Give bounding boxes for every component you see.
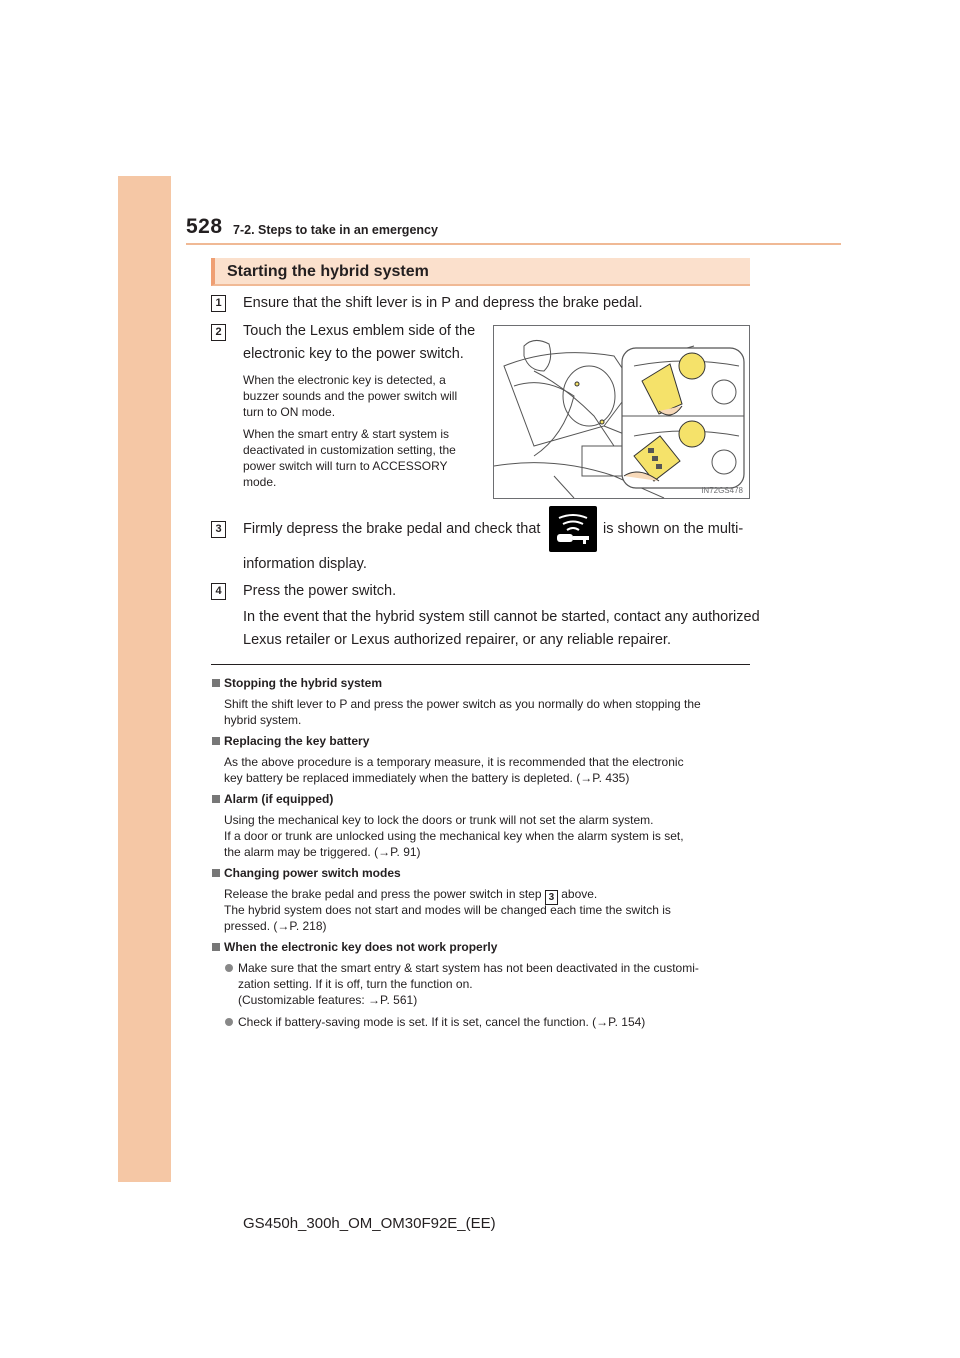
- note-key-title: When the electronic key does not work properly: [224, 940, 498, 954]
- note-alarm-line-1: Using the mechanical key to lock the doors or trunk will not set the alarm system.: [224, 813, 654, 827]
- step-2-note-1-line-1: When the electronic key is detected, a: [243, 373, 446, 387]
- note-battery-heading: [212, 733, 369, 749]
- contact-text-line-2: Lexus retailer or Lexus authorized repairer, or any reliable repairer.: [243, 632, 671, 648]
- step-2-note-2-line-3: power switch will turn to ACCESSORY: [243, 459, 448, 473]
- note-key-bullet-1-line-2: zation setting. If it is off, turn the function on.: [238, 977, 473, 991]
- section-header: [211, 258, 750, 286]
- note-modes-heading: [212, 865, 401, 881]
- section-title: Starting the hybrid system: [227, 263, 429, 280]
- step-number-2: 2: [211, 324, 226, 341]
- footer-doc-code: GS450h_300h_OM_OM30F92E_(EE): [243, 1215, 496, 1232]
- note-key-heading: [212, 939, 497, 955]
- note-battery-line-2: key battery be replaced immediately when the battery is depleted. (→P. 435): [224, 771, 630, 785]
- note-key-bullet-1-line-3: (Customizable features: →P. 561): [238, 993, 418, 1007]
- step-2-note-1-line-3: turn to ON mode.: [243, 405, 336, 419]
- square-bullet-icon: [212, 869, 220, 877]
- note-modes-title: Changing power switch modes: [224, 866, 401, 880]
- step-2-note-1-line-2: buzzer sounds and the power switch will: [243, 389, 458, 403]
- square-bullet-icon: [212, 737, 220, 745]
- header-rule: [186, 243, 841, 245]
- step-3-text-part-1: Firmly depress the brake pedal and check that: [243, 521, 541, 537]
- step-2-line-1: Touch the Lexus emblem side of the: [243, 323, 476, 339]
- brake-pedal-key-indicator-icon: [549, 506, 597, 552]
- note-key-bullet-1-line-1: [225, 960, 747, 976]
- step-number-4: 4: [211, 583, 226, 600]
- step-number-3: 3: [211, 521, 226, 538]
- round-bullet-icon: [225, 964, 233, 972]
- step-number-1: 1: [211, 295, 226, 312]
- note-alarm-heading: [212, 791, 333, 807]
- note-alarm-title: Alarm (if equipped): [224, 792, 334, 806]
- note-stopping-line-1: Shift the shift lever to P and press the power switch as you normally do when stopping the: [224, 697, 701, 711]
- round-bullet-icon: [225, 1018, 233, 1026]
- key-touch-illustration: [493, 325, 750, 499]
- step-ref-3: 3: [545, 890, 558, 905]
- chapter-title: 7-2. Steps to take in an emergency: [233, 223, 438, 237]
- note-key-bullet-2-text: Check if battery-saving mode is set. If it is set, cancel the function. (→P. 154): [238, 1015, 646, 1029]
- note-alarm-line-2: If a door or trunk are unlocked using the mechanical key when the alarm system is set,: [224, 829, 684, 843]
- note-battery-title: Replacing the key battery: [224, 734, 370, 748]
- page-number: 528: [186, 215, 223, 238]
- step-2-note-2-line-1: When the smart entry & start system is: [243, 427, 450, 441]
- step-2-note-2-line-4: mode.: [243, 475, 277, 489]
- square-bullet-icon: [212, 679, 220, 687]
- step-2-line-2: electronic key to the power switch.: [243, 346, 464, 362]
- note-modes-line-3: pressed. (→P. 218): [224, 919, 327, 933]
- note-battery-line-1: As the above procedure is a temporary measure, it is recommended that the electronic: [224, 755, 684, 769]
- note-modes-line-1-end: above.: [561, 887, 598, 901]
- brake-key-glyph: [549, 506, 597, 552]
- illustration-code: IN72GS478: [701, 486, 743, 495]
- note-key-bullet-2: [225, 1014, 747, 1030]
- note-alarm-line-3: the alarm may be triggered. (→P. 91): [224, 845, 421, 859]
- step-1-text: Ensure that the shift lever is in P and depress the brake pedal.: [243, 295, 643, 311]
- square-bullet-icon: [212, 943, 220, 951]
- note-modes-line-2: The hybrid system does not start and modes will be changed each time the switch is: [224, 903, 671, 917]
- note-stopping-heading: [212, 675, 382, 691]
- section-divider: [211, 664, 750, 665]
- note-stopping-title: Stopping the hybrid system: [224, 676, 383, 690]
- step-3-text-part-3: information display.: [243, 556, 367, 572]
- step-3-text-part-2: is shown on the multi-: [603, 521, 744, 537]
- note-key-bullet-1-text: Make sure that the smart entry & start system has not been deactivated in the customi-: [238, 961, 699, 975]
- square-bullet-icon: [212, 795, 220, 803]
- step-2-note-2-line-2: deactivated in customization setting, the: [243, 443, 456, 457]
- car-interior-drawing: [494, 326, 749, 498]
- note-stopping-line-2: hybrid system.: [224, 713, 302, 727]
- contact-text-line-1: In the event that the hybrid system still cannot be started, contact any authorized: [243, 609, 760, 625]
- note-modes-line-1-start: Release the brake pedal and press the power switch in step: [224, 887, 542, 901]
- step-4-text: Press the power switch.: [243, 583, 397, 599]
- chapter-sidebar-tab: [118, 176, 171, 1182]
